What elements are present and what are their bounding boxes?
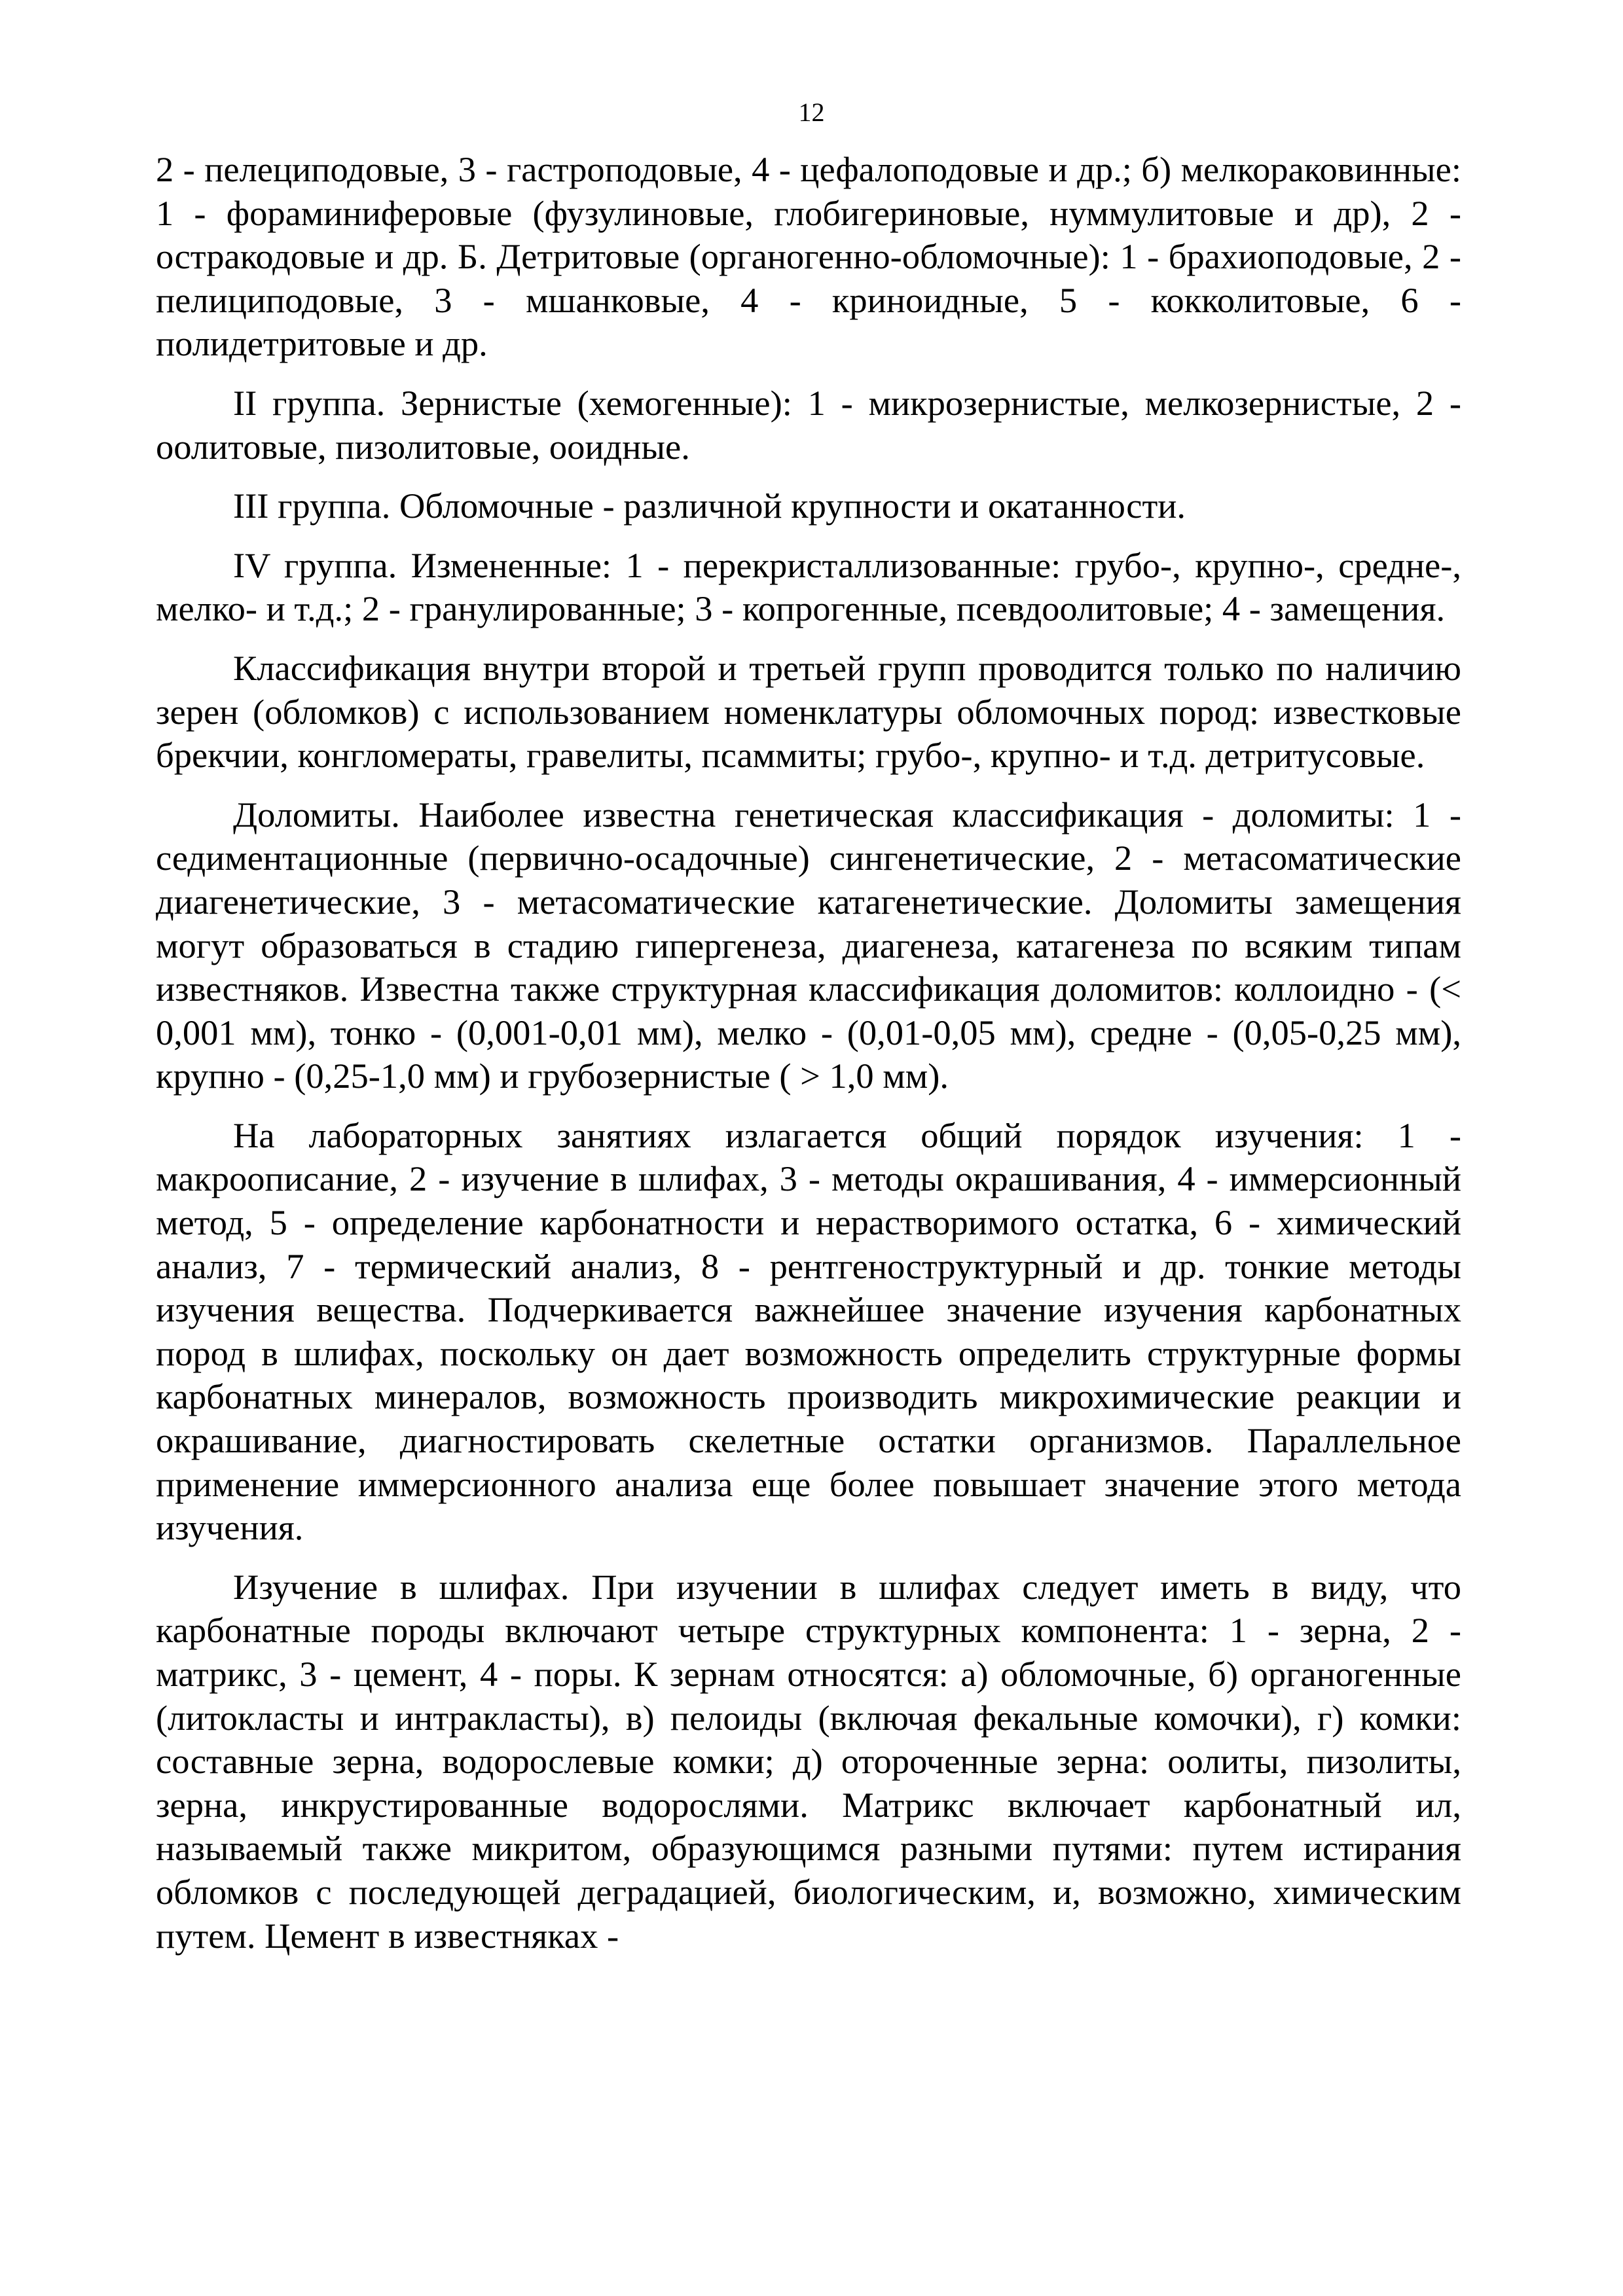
paragraph-group-iii: III группа. Обломочные - различной крупности и окатанности. [233, 486, 1186, 526]
paragraph-classification: Классификация внутри второй и третьей групп проводится только по наличию зерен (обломков) с использованием номенклатуры обломочных пород: известковые брекчии, конгломераты, гравелиты, псаммиты; грубо-, крупно- и т.д. детритусовые. [156, 647, 1461, 776]
paragraph-lab-methods: На лабораторных занятиях излагается общий порядок изучения: 1 - макроописание, 2 - изучение в шлифах, 3 - методы окрашивания, 4 - иммерсионный метод, 5 - определение карбонатности и нерастворимого остатка, 6 - химический анализ, 7 - термический анализ, 8 - рентгеноструктурный и др. тонкие методы изучения вещества. Подчеркивается важнейшее значение изучения карбонатных пород в шлифах, поскольку он дает возможность определить структурные формы карбонатных минералов, возможность производить микрохимические реакции и окрашивание, диагностировать скелетные остатки организмов. Параллельное применение иммерсионного анализа еще более повышает значение этого метода изучения. [156, 1115, 1461, 1548]
document-body [156, 148, 1461, 1973]
page-number: 12 [798, 98, 825, 127]
paragraph-thin-sections: Изучение в шлифах. При изучении в шлифах следует иметь в виду, что карбонатные породы включают четыре структурных компонента: 1 - зерна, 2 - матрикс, 3 - цемент, 4 - поры. К зернам относятся: а) обломочные, б) органогенные (литокласты и интракласты), в) пелоиды (включая фекальные комочки), г) комки: составные зерна, водорослевые комки; д) отороченные зерна: оолиты, пизолиты, зерна, инкрустированные водорослями. Матрикс включает карбонатный ил, называемый также микритом, образующимся разными путями: путем истирания обломков с последующей деградацией, биологическим, и, возможно, химическим путем. Цемент в известняках - [156, 1566, 1461, 1956]
paragraph-group-ii: II группа. Зернистые (хемогенные): 1 - микрозернистые, мелкозернистые, 2 - оолитовые, пизолитовые, ооидные. [156, 382, 1461, 467]
paragraph-dolomites: Доломиты. Наиболее известна генетическая классификация - доломиты: 1 - седиментационные (первично-осадочные) сингенетические, 2 - метасоматические диагенетические, 3 - метасоматические катагенетические. Доломиты замещения могут образоваться в стадию гипергенеза, диагенеза, катагенеза по всяким типам известняков. Известна также структурная классификация доломитов: коллоидно - (< 0,001 мм), тонко - (0,001-0,01 мм), мелко - (0,01-0,05 мм), средне - (0,05-0,25 мм), крупно - (0,25-1,0 мм) и грубозернистые ( > 1,0 мм). [156, 794, 1461, 1096]
paragraph-continuation: 2 - пелециподовые, 3 - гастроподовые, 4 - цефалоподовые и др.; б) мелкораковинные: 1 - фораминиферовые (фузулиновые, глобигериновые, нуммулитовые и др), 2 - остракодовые и др. Б. Детритовые (органогенно-обломочные): 1 - брахиоподовые, 2 - пелициподовые, 3 - мшанковые, 4 - криноидные, 5 - кокколитовые, 6 - полидетритовые и др. [156, 149, 1461, 364]
paragraph-group-iv: IV группа. Измененные: 1 - перекристаллизованные: грубо-, крупно-, средне-, мелко- и т.д.; 2 - гранулированные; 3 - копрогенные, псевдоолитовые; 4 - замещения. [156, 545, 1461, 629]
